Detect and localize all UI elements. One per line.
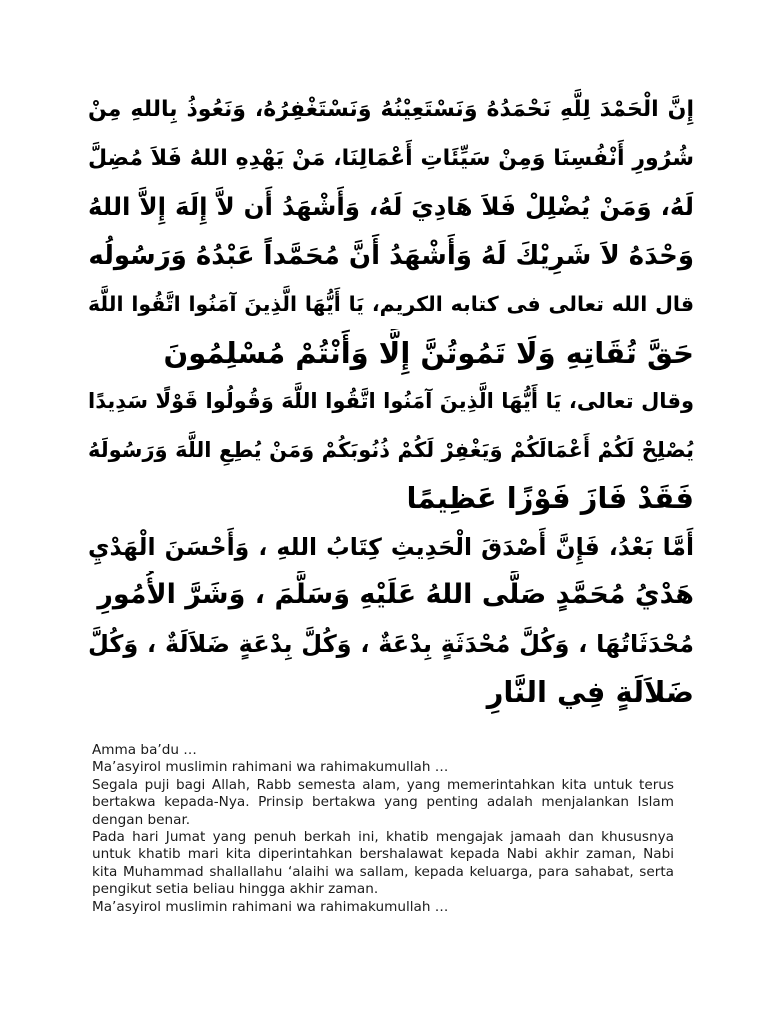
arabic-line: وَحْدَهُ لاَ شَرِيْكَ لَهُ وَأَشْهَدُ أَنَّ مُحَمَّداً عَبْدُهُ وَرَسُولُه xyxy=(88,240,694,271)
arabic-line: مُحْدَثَاتُهَا ، وَكُلَّ مُحْدَثَةٍ بِدْعَةٌ ، وَكُلَّ بِدْعَةٍ ضَلاَلَةٌ ، وَكُلَّ xyxy=(88,629,694,658)
arabic-line: قال الله تعالى فى كتابه الكريم، يَا أَيُّهَا الَّذِينَ آمَنُوا اتَّقُوا اللَّهَ xyxy=(88,292,694,316)
paragraph-greeting-repeat: Ma’asyirol muslimin rahimani wa rahimakumullah … xyxy=(92,898,449,915)
arabic-line: يُصْلِحْ لَكُمْ أَعْمَالَكُمْ وَيَغْفِرْ لَكُمْ ذُنُوبَكُمْ وَمَنْ يُطِعِ اللَّهَ وَرَسُولَهُ xyxy=(88,437,694,462)
arabic-line: ضَلاَلَةٍ فِي النَّارِ xyxy=(486,675,694,709)
paragraph-praise: Segala puji bagi Allah, Rabb semesta alam, yang memerintahkan kita untuk terus bertakwa kepada-Nya. Prinsip bertakwa yang penting adalah menjalankan Islam dengan benar. xyxy=(92,776,674,828)
paragraph-shalawat: Pada hari Jumat yang penuh berkah ini, khatib mengajak jamaah dan khususnya untuk khatib mari kita diperintahkan bershalawat kepada Nabi akhir zaman, Nabi kita Muhammad shallallahu ‘alaihi wa sallam, kepada keluarga, para sahabat, serta pengikut setia beliau hingga akhir zaman. xyxy=(92,829,674,898)
arabic-line: إِنَّ الْحَمْدَ لِلَّهِ نَحْمَدُهُ وَنَسْتَعِيْنُهُ وَنَسْتَغْفِرُهُ، وَنَعُوذُ بِاللهِ مِنْ xyxy=(88,97,694,122)
paragraph-greeting: Ma’asyirol muslimin rahimani wa rahimakumullah … xyxy=(92,759,449,776)
paragraph-amma-badu: Amma ba’du … xyxy=(92,742,197,758)
indonesian-khutbah-text xyxy=(92,742,674,916)
arabic-line: فَقَدْ فَازَ فَوْزًا عَظِيمًا xyxy=(406,481,694,515)
arabic-line: لَهُ، وَمَنْ يُضْلِلْ فَلاَ هَادِيَ لَهُ، وَأَشْهَدُ أَن لاَّ إِلَهَ إِلاَّ اللهُ xyxy=(88,192,694,221)
arabic-line: وقال تعالى، يَا أَيُّهَا الَّذِينَ آمَنُوا اتَّقُوا اللَّهَ وَقُولُوا قَوْلًا سَدِيدًا xyxy=(88,389,694,413)
arabic-line: حَقَّ تُقَاتِهِ وَلَا تَمُوتُنَّ إِلَّا وَأَنْتُمْ مُسْلِمُونَ xyxy=(163,335,694,370)
arabic-line: أَمَّا بَعْدُ، فَإِنَّ أَصْدَقَ الْحَدِيثِ كِتَابُ اللهِ ، وَأَحْسَنَ الْهَدْيِ xyxy=(88,532,694,561)
arabic-line: شُرُورِ أَنْفُسِنَا وَمِنْ سَيِّئَاتِ أَعْمَالِنَا، مَنْ يَهْدِهِ اللهُ فَلاَ مُضِلَّ xyxy=(88,145,694,171)
arabic-khutbah-text xyxy=(88,86,694,717)
arabic-line: هَدْيُ مُحَمَّدٍ صَلَّى اللهُ عَلَيْهِ وَسَلَّمَ ، وَشَرَّ الأُمُورِ xyxy=(97,579,694,610)
